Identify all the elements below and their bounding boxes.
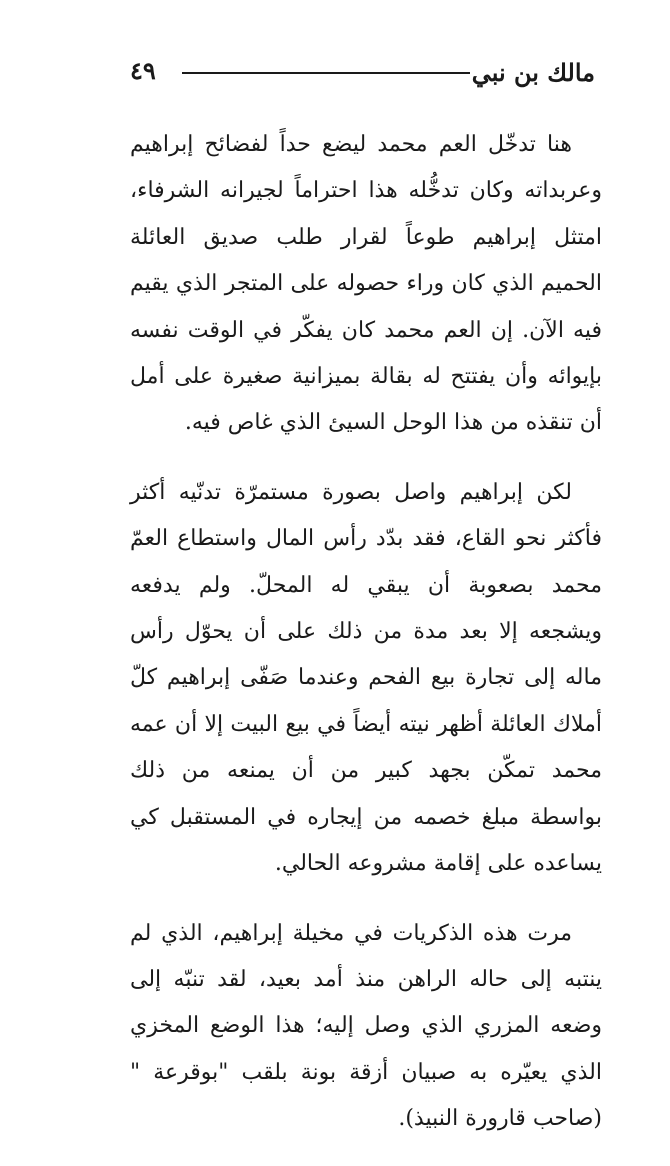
paragraph-3: مرت هذه الذكريات في مخيلة إبراهيم، الذي لم ينتبه إلى حاله الراهن منذ أمد بعيد، لقد تنبّه إلى وضعه المزري الذي وصل إليه؛ هذا الوضع المخزي الذي يعيّره به صبيان أزقة بونة بلقب "بوقرعة " (صاحب قارورة النبيذ).: [130, 920, 602, 1132]
running-title: مالك بن نبي: [471, 58, 595, 87]
paragraph-1: هنا تدخّل العم محمد ليضع حداً لفضائح إبراهيم وعربداته وكان تدخُّله هذا احتراماً لجيرانه الشرفاء، امتثل إبراهيم طوعاً لقرار طلب صديق العائلة الحميم الذي كان وراء حصوله على المتجر الذي يقيم فيه الآن. إن العم محمد كان يفكّر في الوقت نفسه بإيوائه وأن يفتتح له بقالة بميزانية صغيرة على أمل أن تنقذه من هذا الوحل السيئ الذي غاص فيه.: [130, 132, 602, 436]
header-rule: [182, 72, 470, 74]
page-number: ٤٩: [130, 56, 156, 85]
body-text: [130, 122, 602, 1166]
page-header: [130, 52, 595, 98]
paragraph-2: لكن إبراهيم واصل بصورة مستمرّة تدنّيه أكثر فأكثر نحو القاع، فقد بدّد رأس المال واستطاع العمّ محمد بصعوبة أن يبقي له المحلّ. ولم يدفعه ويشجعه إلا بعد مدة من ذلك على أن يحوّل رأس ماله إلى تجارة بيع الفحم وعندما صَفّى إبراهيم كلّ أملاك العائلة أظهر نيته أيضاً في بيع البيت إلا أن عمه محمد تمكّن بجهد كبير من أن يمنعه من ذلك بواسطة مبلغ خصمه من إيجاره في المستقبل كي يساعده على إقامة مشروعه الحالي.: [130, 479, 602, 877]
